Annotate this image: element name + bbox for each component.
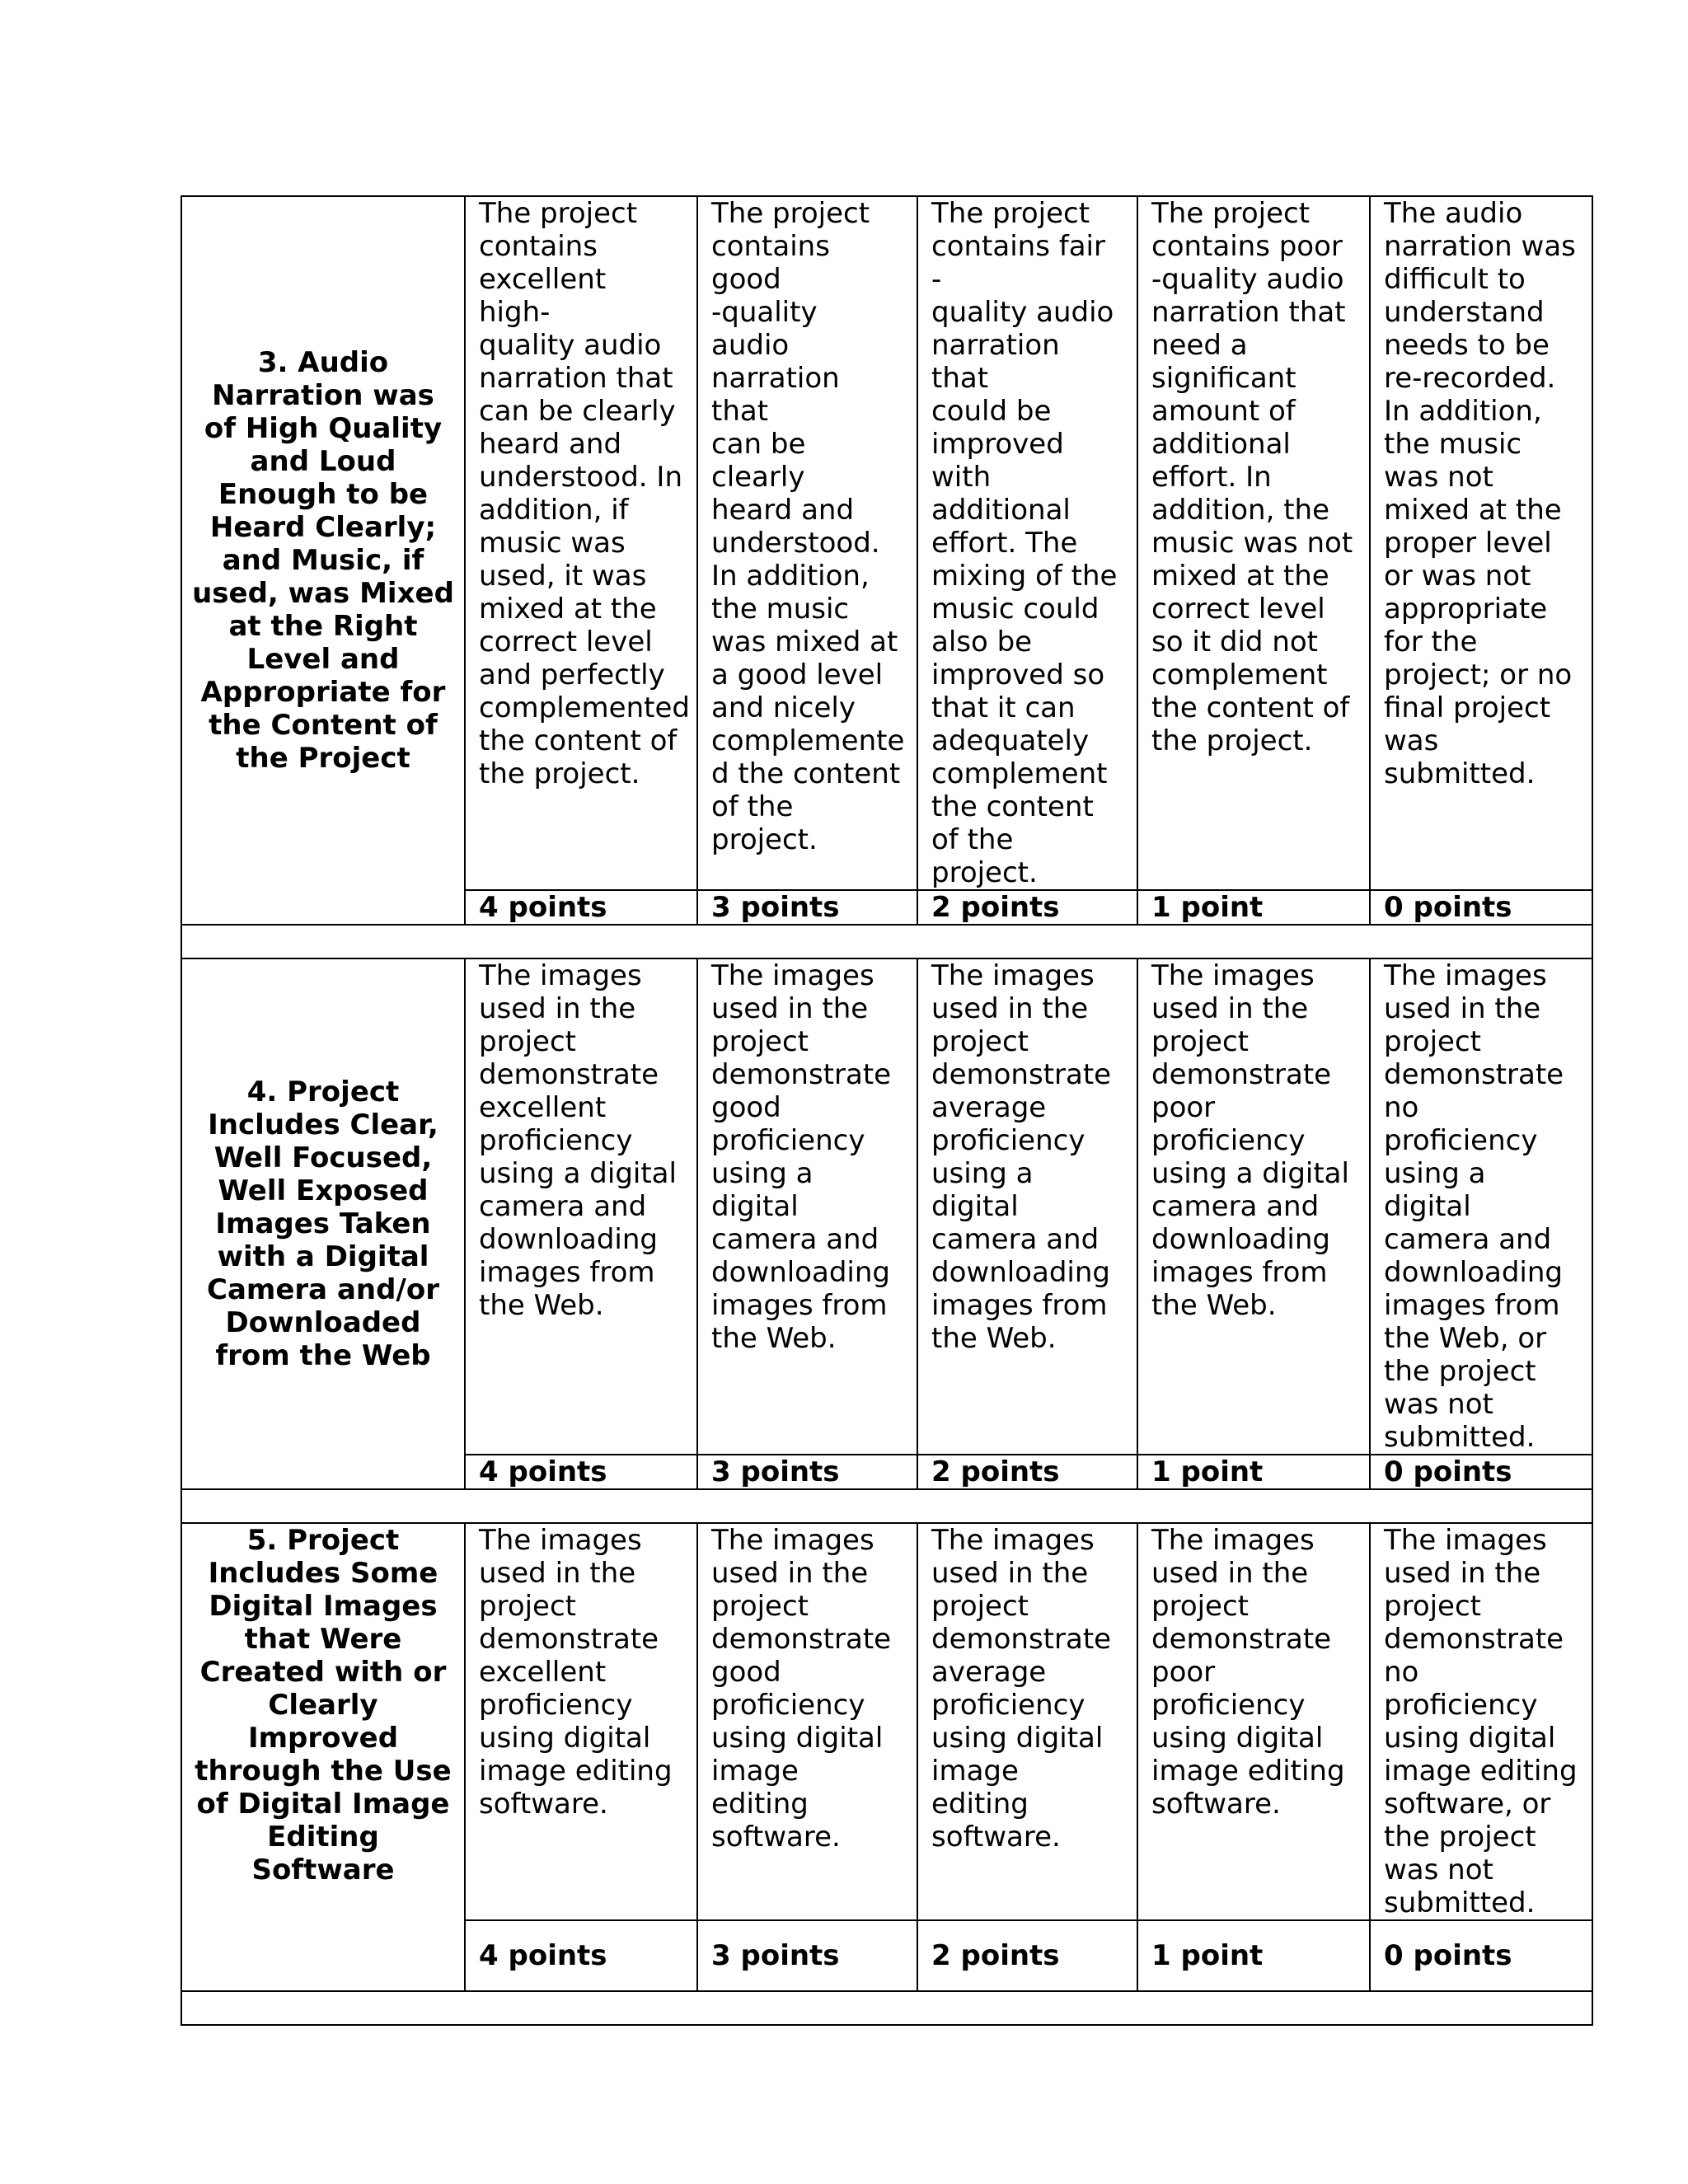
criterion-5-level-2-points: 2 points bbox=[917, 1920, 1137, 1991]
criterion-4-level-4-description: The images used in the project demonstrate excellent proficiency using a digital camera and downloading images from the Web. bbox=[465, 958, 697, 1455]
row-spacer bbox=[181, 1991, 1592, 2025]
criterion-3-title: 3. Audio Narration was of High Quality and Loud Enough to be Heard Clearly; and Music, if used, was Mixed at the Right Level and Appropriate for the Content of the Project bbox=[181, 196, 465, 925]
spacer-cell bbox=[181, 1489, 1592, 1523]
criterion-3-level-0-description: The audio narration was difficult to understand needs to be re-recorded. In addition, the music was not mixed at the proper level or was not appropriate for the project; or no final project was submitted. bbox=[1370, 196, 1592, 890]
criterion-3-level-0-points: 0 points bbox=[1370, 890, 1592, 925]
criterion-3-level-4-description: The project contains excellent high- quality audio narration that can be clearly heard and understood. In addition, if music was used, it was mixed at the correct level and perfectly complemented the content of the project. bbox=[465, 196, 697, 890]
criterion-5-level-4-points: 4 points bbox=[465, 1920, 697, 1991]
spacer-cell bbox=[181, 925, 1592, 958]
criterion-3-level-3-description: The project contains good -quality audio narration that can be clearly heard and understood. In addition, the music was mixed at a good level and nicely complemente d the content of the project. bbox=[697, 196, 917, 890]
criterion-5-level-0-points: 0 points bbox=[1370, 1920, 1592, 1991]
criterion-4-level-3-description: The images used in the project demonstrate good proficiency using a digital camera and downloading images from the Web. bbox=[697, 958, 917, 1455]
criterion-5-level-0-description: The images used in the project demonstrate no proficiency using digital image editing software, or the project was not submitted. bbox=[1370, 1523, 1592, 1920]
criterion-3-level-3-points: 3 points bbox=[697, 890, 917, 925]
spacer-cell bbox=[181, 1991, 1592, 2025]
criterion-3-description-row bbox=[181, 196, 1592, 890]
criterion-4-level-1-description: The images used in the project demonstrate poor proficiency using a digital camera and downloading images from the Web. bbox=[1137, 958, 1370, 1455]
criterion-4-level-4-points: 4 points bbox=[465, 1455, 697, 1489]
criterion-4-level-1-points: 1 point bbox=[1137, 1455, 1370, 1489]
criterion-3-level-1-description: The project contains poor -quality audio narration that need a significant amount of additional effort. In addition, the music was not mixed at the correct level so it did not complement the content of the project. bbox=[1137, 196, 1370, 890]
row-spacer bbox=[181, 1489, 1592, 1523]
criterion-4-level-2-description: The images used in the project demonstrate average proficiency using a digital camera and downloading images from the Web. bbox=[917, 958, 1137, 1455]
criterion-3-level-2-description: The project contains fair - quality audio narration that could be improved with additional effort. The mixing of the music could also be improved so that it can adequately complement the content of the project. bbox=[917, 196, 1137, 890]
criterion-5-level-3-description: The images used in the project demonstrate good proficiency using digital image editing software. bbox=[697, 1523, 917, 1920]
criterion-5-level-2-description: The images used in the project demonstrate average proficiency using digital image editing software. bbox=[917, 1523, 1137, 1920]
row-spacer bbox=[181, 925, 1592, 958]
criterion-4-level-2-points: 2 points bbox=[917, 1455, 1137, 1489]
criterion-3-level-1-points: 1 point bbox=[1137, 890, 1370, 925]
criterion-5-level-3-points: 3 points bbox=[697, 1920, 917, 1991]
criterion-4-level-0-description: The images used in the project demonstrate no proficiency using a digital camera and downloading images from the Web, or the project was not submitted. bbox=[1370, 958, 1592, 1455]
criterion-3-level-2-points: 2 points bbox=[917, 890, 1137, 925]
criterion-4-title: 4. Project Includes Clear, Well Focused, Well Exposed Images Taken with a Digital Camera and/or Downloaded from the Web bbox=[181, 958, 465, 1489]
criterion-4-level-3-points: 3 points bbox=[697, 1455, 917, 1489]
criterion-5-level-1-description: The images used in the project demonstrate poor proficiency using digital image editing software. bbox=[1137, 1523, 1370, 1920]
criterion-5-level-4-description: The images used in the project demonstrate excellent proficiency using digital image editing software. bbox=[465, 1523, 697, 1920]
criterion-5-description-row bbox=[181, 1523, 1592, 1920]
criterion-4-level-0-points: 0 points bbox=[1370, 1455, 1592, 1489]
criterion-3-level-4-points: 4 points bbox=[465, 890, 697, 925]
criterion-5-level-1-points: 1 point bbox=[1137, 1920, 1370, 1991]
criterion-4-description-row bbox=[181, 958, 1592, 1455]
criterion-5-title: 5. Project Includes Some Digital Images that Were Created with or Clearly Improved through the Use of Digital Image Editing Software bbox=[181, 1523, 465, 1991]
rubric-table bbox=[181, 195, 1593, 2026]
